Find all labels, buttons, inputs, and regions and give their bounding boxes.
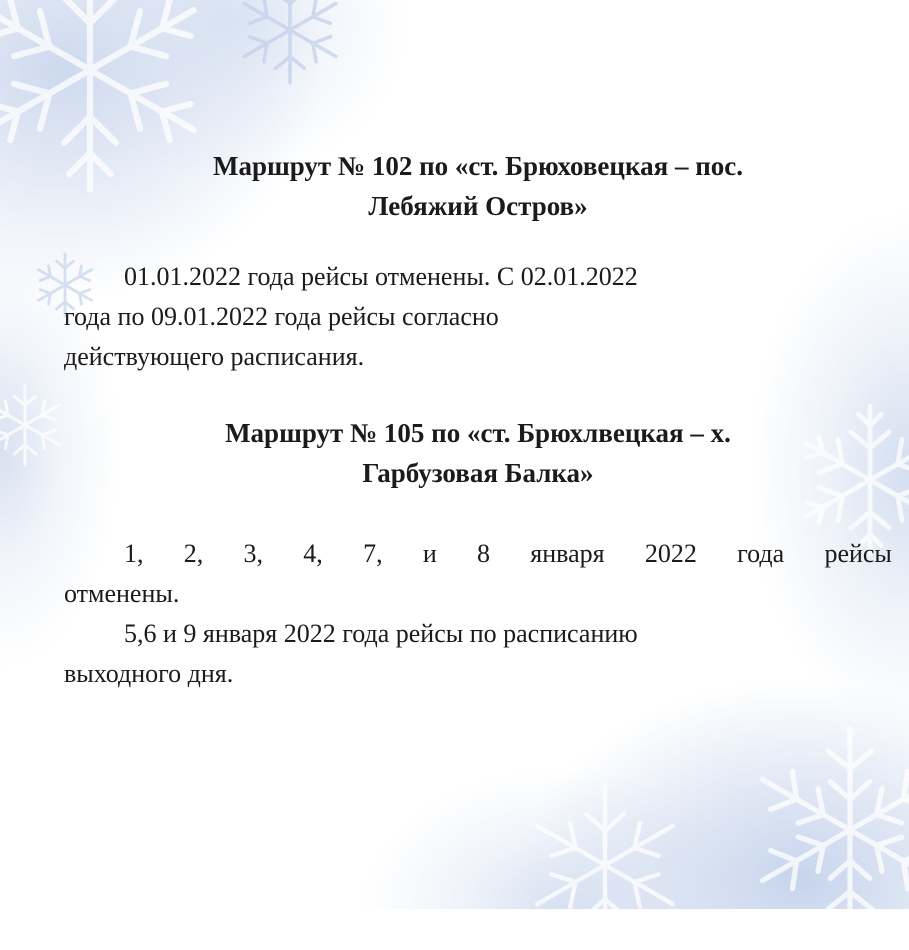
route-102-text-line3: действующего расписания. (64, 342, 365, 371)
word: января (530, 539, 605, 568)
route-102-text (64, 257, 892, 377)
word: и (422, 539, 437, 568)
route-102-text-line1: 01.01.2022 года рейсы отменены. С 02.01.2022 (124, 262, 638, 291)
word: 3, (243, 539, 264, 568)
route-105-heading-line1: Маршрут № 105 по «ст. Брюхлвецкая – х. (225, 418, 731, 448)
announcement (64, 146, 892, 694)
word: года (737, 539, 785, 568)
route-105-text2-line1: 5,6 и 9 января 2022 года рейсы по расписанию (124, 619, 638, 648)
word: рейсы (824, 539, 892, 568)
route-105-text1-line1 (64, 534, 892, 574)
word: 8 (477, 539, 491, 568)
word: 2022 (644, 539, 697, 568)
route-102-heading-line1: Маршрут № 102 по «ст. Брюховецкая – пос. (212, 151, 744, 181)
route-105-heading-line2: Гарбузовая Балка» (362, 458, 594, 488)
word: 4, (303, 539, 323, 568)
snowflake-icon (740, 720, 909, 940)
route-105-text (64, 534, 892, 694)
route-102-text-line2: года по 09.01.2022 года рейсы согласно (64, 302, 499, 331)
word: 7, (363, 539, 383, 568)
route-105-heading (64, 413, 892, 493)
route-102-heading (64, 146, 892, 226)
route-102-heading-line2: Лебяжий Остров» (368, 191, 588, 221)
snowflake-icon (230, 0, 350, 90)
word: 2, (183, 539, 204, 568)
snowflake-icon (0, 380, 70, 470)
word: 1, (124, 539, 144, 568)
snowflake-icon (520, 780, 690, 950)
route-105-text2-line2: выходного дня. (64, 659, 234, 688)
route-105-text1-line2: отменены. (64, 579, 180, 608)
